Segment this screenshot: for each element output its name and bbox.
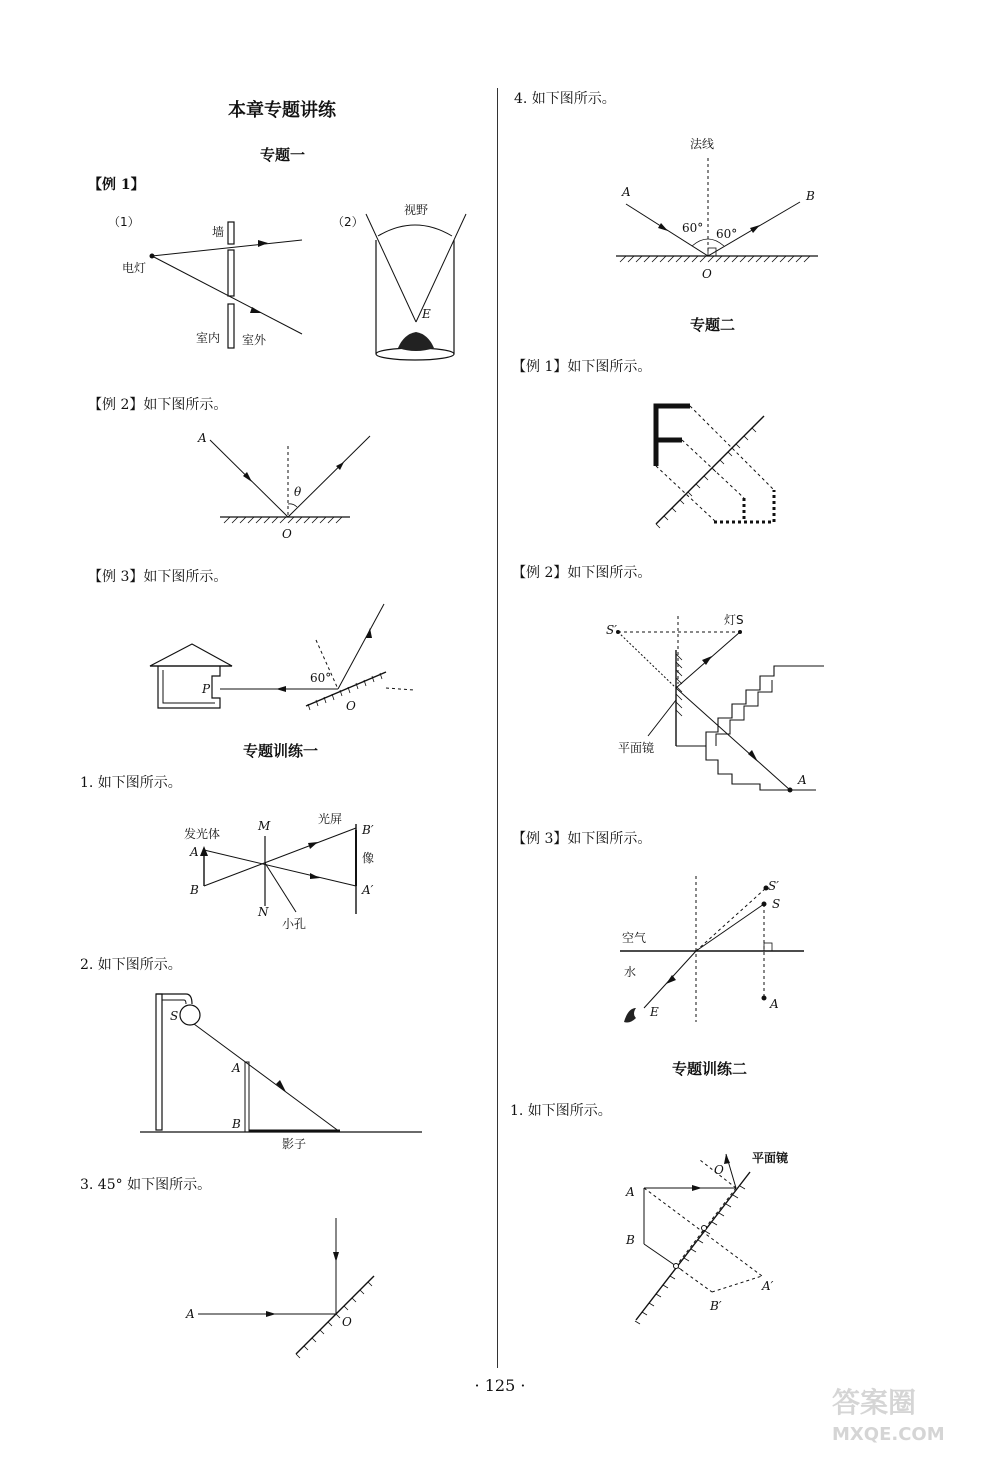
ex3-A-label: A — [770, 997, 779, 1011]
r-example2-text: 【例 2】如下图所示。 — [512, 565, 652, 581]
ex2-Sp-label: S′ — [606, 623, 617, 637]
t1-B-label: B — [626, 1233, 635, 1247]
stairs-inner — [716, 680, 772, 746]
ex3-dashed-to-Sp — [696, 888, 766, 951]
training2-q1-text: 1. 如下图所示。 — [510, 1103, 612, 1119]
ex1-fig1-num: （1） — [108, 215, 140, 229]
ex3-A-dot — [762, 996, 767, 1001]
ex1-indoor-label: 室内 — [196, 331, 221, 345]
ex2-arrow — [748, 750, 758, 762]
ex2-reflected-ray — [676, 688, 790, 790]
q4-B-label: B — [806, 189, 815, 203]
page-number: · 125 · — [474, 1376, 526, 1395]
t1-A-label: A — [626, 1185, 635, 1199]
ex2-mirror-pointer — [648, 700, 676, 736]
t1-dashed — [644, 1188, 762, 1276]
q2-A-label: A — [232, 1061, 241, 1075]
example1-label: 【例 1】 — [88, 177, 145, 193]
eye-icon — [624, 1008, 636, 1023]
ex3-ray-to-S — [696, 904, 764, 951]
ex3-air-label: 空气 — [622, 931, 647, 945]
t1-arrow — [692, 1185, 702, 1191]
q1-screen-label: 光屏 — [318, 812, 343, 826]
q4-arrow — [658, 223, 668, 231]
question1-text: 1. 如下图所示。 — [80, 775, 182, 791]
ex3-O-label: O — [346, 699, 356, 713]
stairs — [676, 666, 824, 790]
q1-Bp-label: B′ — [362, 823, 374, 837]
ex2-lamp-label: 灯S — [724, 613, 744, 627]
ex1-wall-label: 墙 — [212, 225, 225, 239]
letter-F — [656, 406, 690, 466]
example2-text: 【例 2】如下图所示。 — [88, 397, 228, 413]
ex2-mirror-label: 平面镜 — [618, 741, 655, 755]
q4-hatch — [620, 256, 810, 262]
r-example1-text: 【例 1】如下图所示。 — [512, 359, 652, 375]
ex2-O-label: O — [282, 527, 292, 541]
q3-O-label: O — [342, 1315, 352, 1329]
t1-O-label: O — [714, 1163, 724, 1177]
t1-dashed — [712, 1276, 762, 1292]
ex3-S-label: S — [772, 897, 781, 911]
q1-Ap-label: A′ — [362, 883, 374, 897]
q3-A-label: A — [186, 1307, 195, 1321]
ex2-A-label: A — [798, 773, 807, 787]
q1-A-label: A — [190, 845, 199, 859]
topic1-title: 专题一 — [260, 146, 306, 164]
ex1-view-label: 视野 — [404, 203, 429, 217]
ex1-fig2-num: （2） — [332, 215, 364, 229]
t1-point — [674, 1264, 679, 1269]
training1-title: 专题训练一 — [243, 742, 319, 760]
example3-text: 【例 3】如下图所示。 — [88, 569, 228, 585]
t1-arrow — [724, 1154, 730, 1164]
t1-Bp-label: B′ — [710, 1299, 722, 1313]
q2-B-label: B — [232, 1117, 241, 1131]
q1-source-label: 发光体 — [184, 827, 221, 841]
q1-hole-label: 小孔 — [282, 917, 307, 931]
question2-text: 2. 如下图所示。 — [80, 957, 182, 973]
t1-mirror — [636, 1172, 750, 1320]
r-example3-text: 【例 3】如下图所示。 — [512, 831, 652, 847]
q2-shadow-label: 影子 — [282, 1137, 307, 1151]
q4-arrow — [750, 225, 760, 233]
watermark-logo — [828, 1382, 978, 1447]
training2-title: 专题训练二 — [672, 1060, 748, 1078]
topic2-title: 专题二 — [690, 316, 736, 334]
ex3-P-label: P — [202, 682, 211, 696]
ex1-outdoor-label: 室外 — [242, 333, 267, 347]
watermark-top: 答案圈 — [832, 1386, 917, 1419]
ex1-lamp-label: 电灯 — [122, 261, 147, 275]
ex2-A-label: A — [198, 431, 207, 445]
q1-image-label: 像 — [362, 851, 375, 865]
chapter-title: 本章专题讲练 — [228, 100, 336, 121]
q1-M-label: M — [258, 819, 271, 833]
ex3-Sp-label: S′ — [768, 879, 779, 893]
watermark-bottom: MXQE.COM — [832, 1424, 945, 1445]
ex3-E-label: E — [650, 1005, 659, 1019]
ex3-angle-label: 60° — [310, 671, 332, 685]
question3-text: 3. 45° 如下图所示。 — [80, 1177, 212, 1193]
t1-mirror-label: 平面镜 — [752, 1151, 789, 1165]
t1-mirror-hatch — [635, 1186, 745, 1324]
q4-A-label: A — [622, 185, 631, 199]
question4-text: 4. 如下图所示。 — [514, 91, 616, 107]
t1-B-ray — [644, 1244, 676, 1266]
t1-Ap-label: A′ — [762, 1279, 774, 1293]
ex3-right-angle — [764, 943, 772, 951]
t1-point — [702, 1226, 707, 1231]
ex3-S-dot — [762, 902, 767, 907]
q1-N-label: N — [258, 905, 269, 919]
t1-dashed — [676, 1266, 712, 1292]
ex3-arrow — [666, 975, 676, 984]
ex2-theta-label: θ — [294, 485, 302, 499]
q4-O-label: O — [702, 267, 712, 281]
ex3-water-label: 水 — [624, 965, 637, 979]
q4-angle1-label: 60° — [682, 221, 704, 235]
q1-B-label: B — [190, 883, 199, 897]
ex2-image-ray — [618, 632, 676, 688]
q4-angle2-label: 60° — [716, 227, 738, 241]
q2-S-label: S — [170, 1009, 179, 1023]
eye-label: E — [422, 307, 431, 321]
q4-normal-label: 法线 — [690, 137, 715, 151]
